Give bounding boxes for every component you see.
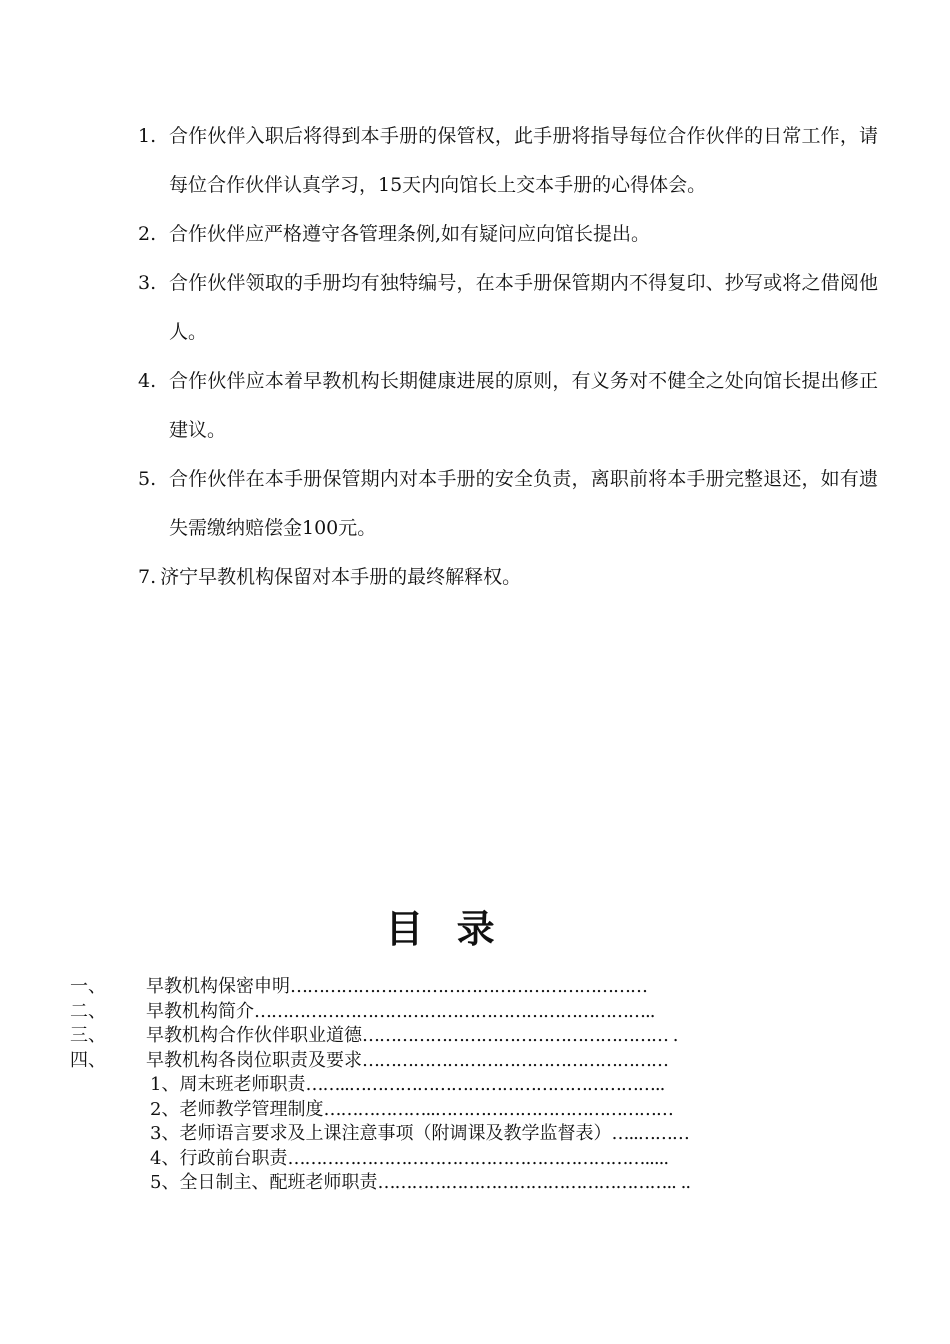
rule-text: 合作伙伴领取的手册均有独特编号，在本手册保管期内不得复印、抄写或将之借阅他人。 [169,272,878,343]
toc-entry[interactable] [70,1000,860,1025]
toc-entry-index: 一、 [70,976,106,997]
toc-entry[interactable] [70,975,860,1000]
toc-leader-dots: ……..……………………………………………….. [305,1074,665,1095]
rule-text: 合作伙伴应严格遵守各管理条例,如有疑问应向馆长提出。 [169,223,651,245]
toc-entry-label: 早教机构保密申明 [146,976,290,997]
toc-entry-label: 早教机构各岗位职责及要求 [146,1049,362,1071]
toc-title: 目 录 [385,906,505,951]
toc-leader-dots: ……………………………………………… [362,1049,668,1071]
rule-text: 合作伙伴应本着早教机构长期健康进展的原则，有义务对不健全之处向馆长提出修正建议。 [169,370,878,441]
toc-subentry[interactable] [70,1147,860,1172]
rule-item [138,357,878,455]
rule-item [138,112,878,210]
toc-entry-label: 3、老师语言要求及上课注意事项（附调课及教学监督表） [150,1123,612,1144]
toc-entry[interactable] [70,1024,860,1049]
toc-entry-label: 1、周末班老师职责 [150,1074,306,1095]
toc-entry-label: 5、全日制主、配班老师职责 [150,1172,378,1193]
handbook-rules-list [138,112,878,602]
toc-entry-label: 4、行政前台职责 [150,1147,288,1169]
toc-subentry[interactable] [70,1171,860,1196]
toc-subentry[interactable] [70,1098,860,1123]
rule-number: 4. [138,370,157,392]
table-of-contents [70,975,860,1196]
toc-leader-dots: ………………………………………………………..... [287,1147,669,1169]
toc-leader-dots: ………………..…………………………………… [323,1098,673,1120]
rule-number: 1. [138,125,157,147]
rule-item [138,259,878,357]
toc-subentry[interactable] [70,1122,860,1147]
toc-entry-label: 早教机构简介 [146,1000,254,1022]
toc-entry-label: 2、老师教学管理制度 [150,1098,324,1120]
toc-entry[interactable] [70,1049,860,1074]
toc-leader-dots: ……………………………………………… . [362,1025,678,1046]
rule-number: 2. [138,223,157,245]
rule-number: 3. [138,272,157,294]
rule-number: 5. [138,468,157,490]
toc-leader-dots: …..……… [611,1123,689,1144]
toc-leader-dots: …………………………………………………………….. [254,1000,655,1022]
toc-leader-dots: …………………………………………….. .. [377,1172,691,1193]
toc-entry-label: 早教机构合作伙伴职业道德 [146,1025,362,1046]
rule-text: 合作伙伴入职后将得到本手册的保管权，此手册将指导每位合作伙伴的日常工作，请每位合作伙伴认真学习，15天内向馆长上交本手册的心得体会。 [169,125,878,196]
toc-entry-index: 四、 [70,1049,106,1071]
toc-entry-index: 二、 [70,1000,106,1022]
rule-item [138,210,878,259]
toc-subentry[interactable] [70,1073,860,1098]
rule-text: 济宁早教机构保留对本手册的最终解释权。 [160,566,522,588]
rule-number: 7. [138,566,157,588]
rule-item [138,553,878,602]
toc-leader-dots: ……………………………………………………… [290,976,647,997]
rule-text: 合作伙伴在本手册保管期内对本手册的安全负责，离职前将本手册完整退还，如有遗失需缴纳赔偿金100元。 [169,468,878,539]
toc-entry-index: 三、 [70,1025,106,1046]
rule-item [138,455,878,553]
